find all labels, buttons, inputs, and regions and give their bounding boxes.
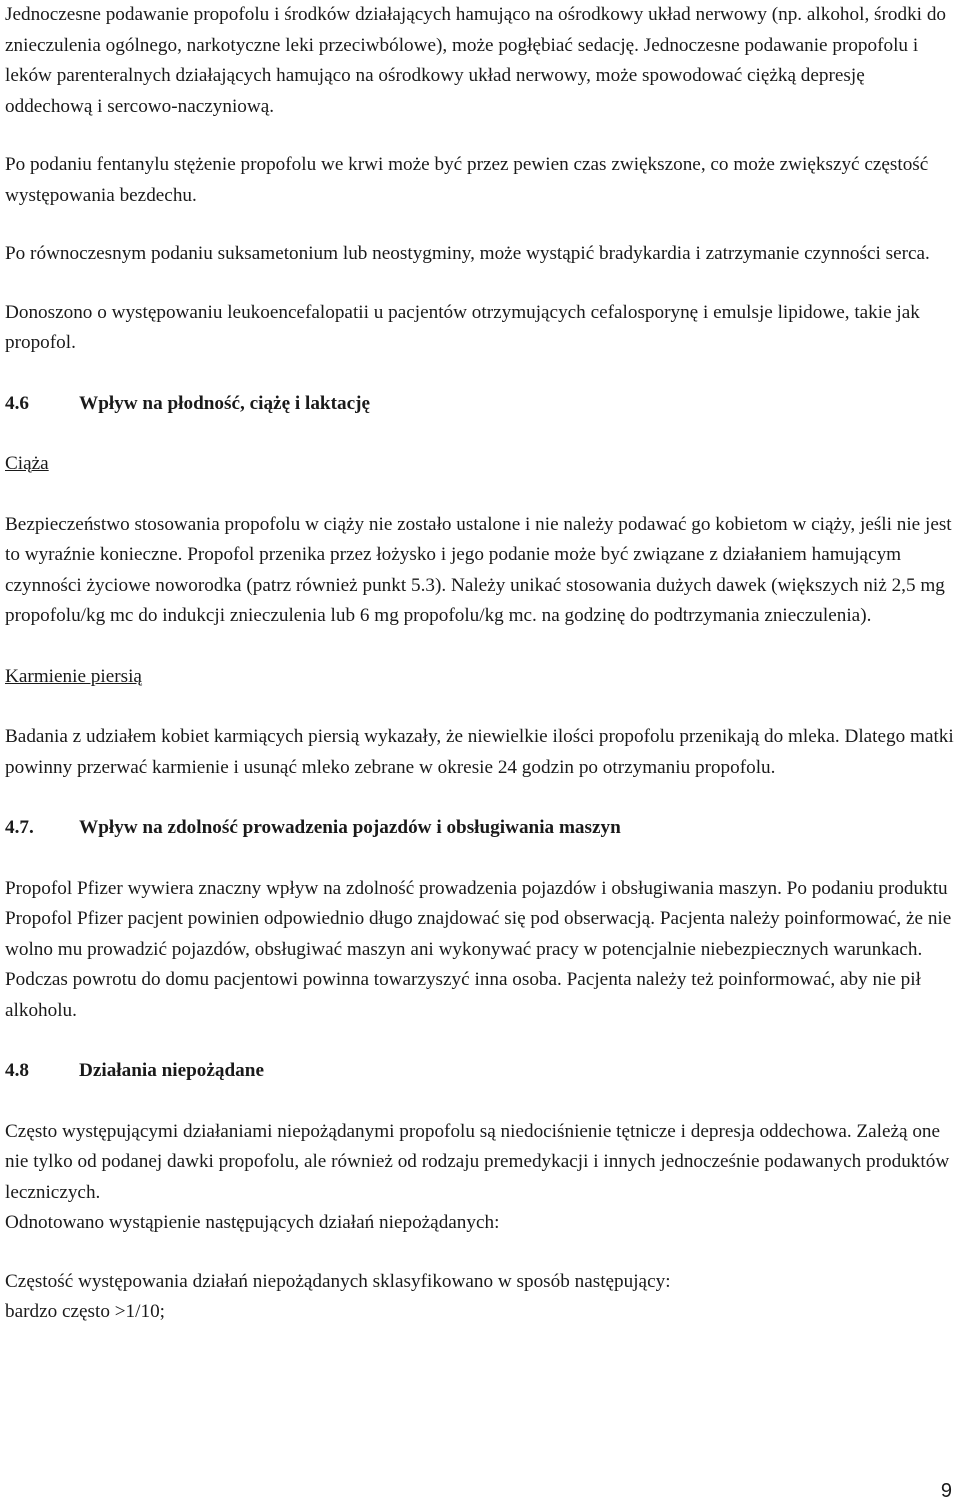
subheading-pregnancy: Ciąża	[5, 453, 49, 474]
paragraph-driving: Propofol Pfizer wywiera znaczny wpływ na zdolność prowadzenia pojazdów i obsługiwania maszyn. Po podaniu produktu Propofol Pfizer pacjent powinien odpowiednio długo znajdować się pod obserwacją. Pacjenta należy poinformować, że nie wolno mu prowadzić pojazdów, obsługiwać maszyn ani wykonywać pracy w potencjalnie niebezpiecznych warunkach. Podczas powrotu do domu pacjentowi powinna towarzyszyć inna osoba. Pacjenta należy też poinformować, aby nie pił alkoholu.	[5, 877, 952, 1021]
section-number: 4.8	[5, 1060, 29, 1081]
section-number: 4.7.	[5, 817, 34, 838]
paragraph-fentanyl: Po podaniu fentanylu stężenie propofolu we krwi może być przez pewien czas zwiększone, co może zwiększyć częstość występowania bezdechu.	[5, 154, 929, 206]
document-page	[5, 0, 955, 1328]
section-heading-4-8	[5, 1056, 955, 1087]
section-title: Wpływ na płodność, ciążę i laktację	[79, 392, 371, 414]
paragraph-frequency-classification: Częstość występowania działań niepożądanych sklasyfikowano w sposób następujący:	[5, 1270, 671, 1292]
paragraph-pregnancy: Bezpieczeństwo stosowania propofolu w ciąży nie zostało ustalone i nie należy podawać go kobietom w ciąży, jeśli nie jest to wyraźnie konieczne. Propofol przenika przez łożysko i jego podanie może być związane z działaniem hamującym czynności życiowe noworodka (patrz również punkt 5.3). Należy unikać stosowania dużych dawek (większych niż 2,5 mg propofolu/kg mc do indukcji znieczulenia lub 6 mg propofolu/kg mc. na godzinę do podtrzymania znieczulenia).	[5, 513, 952, 626]
paragraph-very-common: bardzo często >1/10;	[5, 1301, 166, 1322]
page-number: 9	[940, 1480, 952, 1502]
paragraph-breastfeeding: Badania z udziałem kobiet karmiących piersią wykazały, że niewielkie ilości propofolu przenikają do mleka. Dlatego matki powinny przerwać karmienie i usunąć mleko zebrane w okresie 24 godzin po otrzymaniu propofolu.	[5, 726, 954, 778]
paragraph-cns-depressants: Jednoczesne podawanie propofolu i środków działających hamująco na ośrodkowy układ nerwowy (np. alkohol, środki do znieczulenia ogólnego, narkotyczne leki przeciwbólowe), może pogłębiać sedację. Jednoczesne podawanie propofolu i leków parenteralnych działających hamująco na ośrodkowy układ nerwowy, może spowodować ciężką depresję oddechową i sercowo-naczyniową.	[5, 4, 947, 117]
section-heading-4-7	[5, 813, 955, 844]
section-title: Wpływ na zdolność prowadzenia pojazdów i obsługiwania maszyn	[79, 817, 621, 838]
paragraph-suxamethonium: Po równoczesnym podaniu suksametonium lub neostygminy, może wystąpić bradykardia i zatrzymanie czynności serca.	[5, 243, 930, 264]
paragraph-observed-effects: Odnotowano wystąpienie następujących działań niepożądanych:	[5, 1212, 500, 1233]
section-title: Działania niepożądane	[79, 1060, 264, 1081]
paragraph-leukoencephalopathy: Donoszono o występowaniu leukoencefalopatii u pacjentów otrzymujących cefalosporynę i emulsje lipidowe, takie jak propofol.	[5, 301, 920, 353]
subheading-breastfeeding: Karmienie piersią	[5, 665, 142, 687]
section-number: 4.6	[5, 392, 29, 414]
section-heading-4-6	[5, 389, 955, 420]
paragraph-adverse-effects: Często występującymi działaniami niepożądanymi propofolu są niedociśnienie tętnicze i depresja oddechowa. Zależą one nie tylko od podanej dawki propofolu, ale również od rodzaju premedykacji i innych jednocześnie podawanych produktów leczniczych.	[5, 1120, 950, 1203]
